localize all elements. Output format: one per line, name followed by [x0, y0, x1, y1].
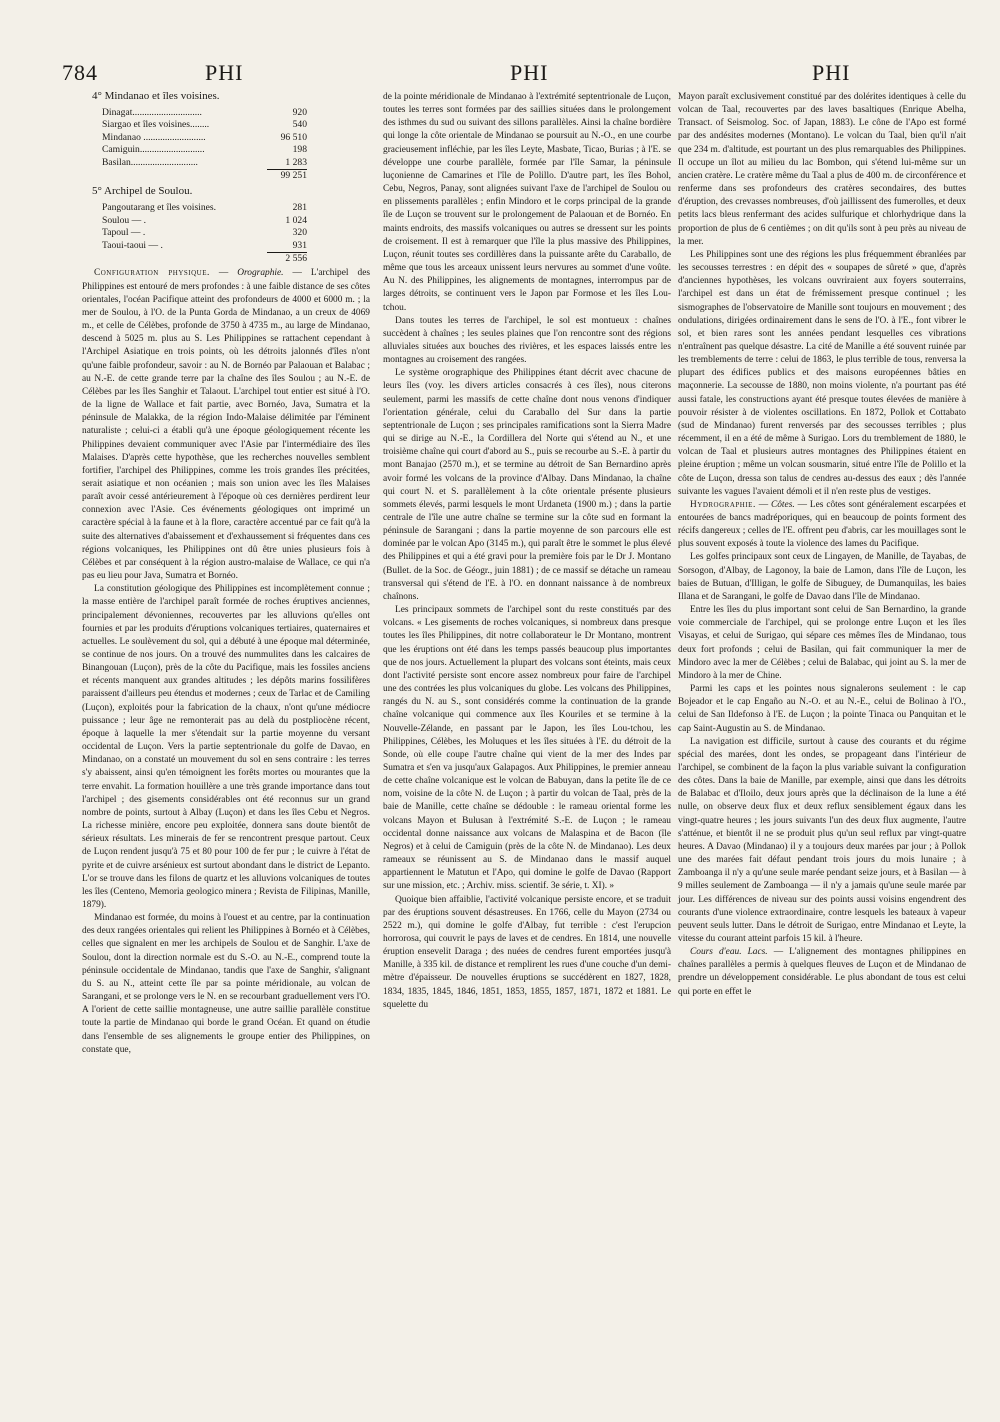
- running-head-right: PHI: [812, 60, 851, 85]
- section-soulou-title: 5° Archipel de Soulou.: [92, 185, 193, 198]
- navigation-paragraph: La navigation est difficile, surtout à cause des courants et du régime spécial des marées, dont les ondes, se propageant dans l'intérieur de l'archipel, se combinent de la façon la plus variable suivant la configuration des côtes. Dans la baie de Manille, par exemple, ainsi que dans les détroits de Balabac et d'Iloilo, deux jours après que la déclinaison de la lune a été nulle, on observe deux flux et deux reflux sensiblement égaux dans les vingt-quatre heures ; les jours suivants l'un des deux flux augmente, l'autre s'atténue, et bientôt il ne se produit plus qu'un seul reflux par vingt-quatre heures. A Davao (Mindanao) il y a toujours deux marées par jour ; à Pollok une des marées fait défaut pendant trois jours du mois lunaire ; à Zamboanga il n'y a qu'une seule marée pendant seize jours, et à Basilan — à 9 milles seulement de Zamboanga — il n'y a jamais qu'une seule marée par jour. Les différences de niveau sur des points aussi voisins engendrent des courants d'une violence extraordinaire, contre lesquels les bateaux à vapeur peuvent seuls lutter. Dans le détroit de Surigao, entre Mindanao et Leyte, la vitesse du courant atteint parfois 15 kil. à l'heure.: [678, 736, 966, 944]
- island-area: 920: [292, 107, 307, 118]
- island-area: 1 024: [285, 214, 307, 226]
- mayon-paragraph: Mayon paraît exclusivement constitué par des dolérites identiques à celle du volcan de Taal, recouvertes par des laves basaltiques (Enrique Abelha, Transact. of Seismolog. Soc. of Japan, 1883). Le cône de l'Apo est formé par des andésites modernes (Montano). Le volcan du Taal, bien qu'il n'ait que 234 m. d'altitude, est pourtant un des plus remarquables des Philippines. Il occupe un îlot au milieu du lac Bombon, qui s'étend lui-même sur un ancien cratère. Le cratère même du Taal a plus de 400 m. de circonférence et renferme dans ses profondeurs des cratères secondaires, des buttes d'éruption, des crevasses nombreuses, d'où jaillissent des fumerolles, et deux petits lacs bleus renfermant des acides sulfurique et chlorhydrique dans la proportion de plus de 6 centièmes ; on dit qu'ils sont à peu près au niveau de la mer.: [678, 92, 966, 247]
- geology-paragraph: La constitution géologique des Philippines est incomplètement connue ; la masse entière de l'archipel paraît formée de roches éruptives anciennes, principalement dévoniennes, recouvertes par les alluvions qu'elles ont fournies et par les produits d'éruptions volcaniques tertiaires, quaternaires et actuelles. Le soulèvement du sol, qui a débuté à une époque mal déterminée, se continue de nos jours. On a trouvé des nummulites dans les calcaires de Binangouan (Luçon), près de la côte du Pacifique, mais les fossiles anciens et récents manquent aux grandes altitudes ; les dépôts marins fossilifères paraissent d'ailleurs peu étendus et modernes ; ceux de Tarlac et de Camiling (Luçon), exploités pour la fabrication de la chaux, n'ont qu'une médiocre puissance ; leur âge ne remonterait pas au delà du postpliocène récent, époque à laquelle la mer s'étendait sur la partie moyenne du versant occidental de Luçon. Vers la partie septentrionale du golfe de Davao, en Mindanao, on a constaté un mouvement du sol en sens contraire : les terres s'y abaissent, ainsi qu'en témoignent les forêts mortes ou mourantes que la terre envahit. La formation houillère a une très grande importance dans tout l'archipel ; des gisements considérables ont été reconnus sur un grand nombre de points, surtout à Albay (Luçon) et dans les îles Cebu et Negros. La richesse minière, encore peu exploitée, donnera sans doute bientôt de sérieux résultats. Les minerais de fer se rencontrent presque partout. Ceux de Luçon rendent jusqu'à 75 et 80 pour 100 de fer pur ; le cuivre à l'état de pyrite et de cuivre arsénieux est surtout abondant dans le district de Lepanto. L'or se trouve dans les filons de quartz et les alluvions volcaniques de toutes les îles (Centeno, Memoria geologico minera ; Revista de Filipinas, Manille, 1879).: [82, 584, 370, 910]
- straits-paragraph: Entre les îles du plus important sont celui de San Bernardino, la grande voie commerciale de l'archipel, qui se prolonge entre Luçon et les îles Visayas, et celui de Surigao, qui sépare ces mêmes îles de Mindanao, tous deux fort profonds ; celui de Basilan, qui fait communiquer la mer de Mindoro avec la mer de Célèbes ; celui de Balabac, qui joint au S. la mer de Mindoro à la mer de Chine.: [678, 605, 966, 681]
- volcanoes-paragraph: Les principaux sommets de l'archipel sont du reste constitués par des volcans. « Les gisements de roches volcaniques, si nombreux dans presque toutes les îles Philippines, dit notre collaborateur le Dr Montano, montrent que les éruptions ont été dans les temps passés beaucoup plus importantes que de nos jours. Actuellement la plupart des volcans sont éteints, mais ceux dont l'activité persiste sont encore assez nombreux pour faire de l'archipel une des contrées les plus volcaniques du globe. Les volcans des Philippines, rangés du N. au S., sont considérés comme la continuation de la grande chaîne volcanique qui commence aux îles Kouriles et se termine à la Nouvelle-Zélande, en passant par le Japon, les îles Lou-tchou, les Philippines, Célèbes, les Moluques et les îles situées à l'E. du détroit de la Sonde, où elle coupe l'autre chaîne qui vient de la mer des Indes par Sumatra et s'en va jusqu'aux Galapagos. Aux Philippines, le premier anneau de cette chaîne volcanique est le volcan de Babuyan, dans la petite île de ce nom, voisine de la côte N. de Luçon ; à partir du volcan de Taal, près de la baie de Manille, cette chaîne se dédouble : le rameau oriental forme les volcans Mayon et Bulusan à l'extrémité S.-E. de Luçon ; le rameau occidental donne naissance aux volcans de Malaspina et de Bacon (île Negros) et à celui de Camiguin (près de la côte N. de Mindanao). Les deux rameaux se réunissent au S. de Mindanao dans le massif auquel appartiennent le Matutun et l'Apo, qui domine le golfe de Davao (Rapport sur une mission, etc. ; Archiv. miss. scientif. 3e série, t. XI). »: [383, 605, 671, 892]
- total-value: 2 556: [267, 253, 307, 266]
- island-name: Taoui-taoui — .: [102, 239, 163, 251]
- table-row: [102, 227, 307, 239]
- column-2: [383, 91, 671, 1012]
- soulou-table: [102, 202, 307, 265]
- island-name: Basilan............................: [102, 156, 198, 168]
- hydrography-paragraph: Hydrographie. — Côtes. — Les côtes sont généralement escarpées et entourées de bancs madréporiques, qui en beaucoup de points forment des récifs dangereux ; celles de l'E. offrent peu d'abris, car les mouillages sont le plus souvent exposés à toute la violence des lames du Pacifique.: [678, 499, 966, 550]
- total-spacer: [102, 253, 267, 266]
- island-area: 96 510: [280, 131, 307, 143]
- island-area: 540: [292, 119, 307, 131]
- total-row: [102, 253, 307, 266]
- cotes-heading: Côtes.: [770, 499, 795, 510]
- table-row: [102, 119, 307, 131]
- orographie-paragraph: [82, 267, 370, 583]
- heading-dash: —: [209, 268, 238, 279]
- island-name: Mindanao ..........................: [102, 131, 206, 143]
- table-row: [102, 240, 307, 253]
- mindanao-paragraph: Mindanao est formée, du moins à l'ouest et au centre, par la continuation des deux rangées orientales qui relient les Philippines à Bornéo et à Célèbes, celles que signalent en mer les archipels de Soulou et de Sanghir. L'axe de Soulou, dont la direction normale est du S.-O. au N.-E., comprend toute la péninsule occidentale de Mindanao, tandis que l'axe de Sanghir, s'alignant du S. au N., atteint cette île par sa pointe méridionale, au volcan de Sarangani, et se prolonge vers le N. en se recourbant graduellement vers l'O. A l'orient de cette saillie montagneuse, une autre saillie parallèle constitue toute la partie de Mindanao qui borde le grand Océan. Et quand on étudie dans l'ensemble de ses alignements le groupe entier des Philippines, on constate que,: [82, 913, 370, 1055]
- alignments-paragraph: de la pointe méridionale de Mindanao à l'extrémité septentrionale de Luçon, toutes les terres sont formées par des saillies situées dans le prolongement des isthmes du sud ou suivant des sillons parallèles. Ainsi la chaîne bordière qui longe la côte orientale de Mindanao se poursuit au N.-O., en une courbe gracieusement infléchie, par les îles Leyte, Masbate, Ticao, Burias ; à l'E. se développe une courbe parallèle, formée par l'île Samar, la péninsule luçonienne de Camarines et l'île de Polillo. D'autre part, les îles Bohol, Cebu, Negros, Panay, sont alignées suivant l'axe de l'archipel de Soulou ou en plissements parallèles ; enfin Mindoro et le corps principal de la grande île de Luçon se trouvent sur le prolongement de Palaouan et de Bornéo. En maints endroits, des massifs volcaniques ou autres se dressent sur les points de croisement. Il est à remarquer que l'île la plus massive des Philippines, Luçon, réunit toutes ses cordillères dans la puissante arête du Caraballo, de même que tous les arceaux unissent leurs nervures au sommet d'une voûte. Au N. des Philippines, les alignements de montagnes, interrompus par de larges détroits, se continuent vers le Japon par Formose et les îles Lou-tchou.: [383, 92, 671, 313]
- gulfs-paragraph: Les golfes principaux sont ceux de Lingayen, de Manille, de Tayabas, de Sorsogon, d'Albay, de Lagonoy, la baie de Lamon, dans l'île de Luçon, les baies de Butuan, d'Illigan, le golfe de Sibuguey, de Dumanquilas, les baies Illana et de Sarangani, le golfe de Davao dans l'île de Mindanao.: [678, 552, 966, 602]
- section-mindanao-title: 4° Mindanao et îles voisines.: [92, 90, 220, 102]
- hydrography-heading: Hydrographie.: [690, 499, 756, 510]
- eruptions-paragraph: Quoique bien affaiblie, l'activité volcanique persiste encore, et se traduit par des éruptions souvent désastreuses. En 1766, celle du Mayon (2734 ou 2522 m.), qui domine le golfe d'Albay, fut terrible : c'est l'erupcion horrorosa, qui couvrit le pays de laves et de cendres. En 1814, une nouvelle éruption ensevelit Daraga ; des nuées de cendres furent emportées jusqu'à Manille, à 335 kil. de distance et remplirent les rues d'une couche d'un demi-mètre d'épaisseur. De nouvelles éruptions se succédèrent en 1827, 1828, 1834, 1835, 1845, 1846, 1851, 1853, 1855, 1857, 1871, 1872 et 1881. Le squelette du: [383, 894, 671, 1010]
- island-name: Soulou — .: [102, 214, 146, 226]
- relief-paragraph: Dans toutes les terres de l'archipel, le sol est montueux : chaînes succèdent à chaînes ; les seules plaines que l'on rencontre sont des régions alluviales situées aux bouches des rivières, et les espaces laissés entre les montagnes au croisement des rangées.: [383, 315, 671, 366]
- island-name: Camiguin...........................: [102, 144, 205, 156]
- island-name: Pangoutarang et îles voisines.: [102, 202, 217, 214]
- configuration-heading: Configuration physique.: [94, 268, 210, 279]
- total-value: 99 251: [267, 170, 307, 183]
- capes-paragraph: Parmi les caps et les pointes nous signalerons seulement : le cap Bojeador et le cap Engaño au N.-O. et au N.-E., celui de Bolinao à l'O., celui de San Ildefonso à l'E. de Luçon ; la pointe Tinaca ou Panquitan et le cap Saint-Augustin au S. de Mindanao.: [678, 684, 966, 734]
- page-number: 784: [62, 60, 98, 85]
- mindanao-table: [102, 107, 307, 182]
- table-row: [102, 107, 307, 119]
- rivers-paragraph: [678, 946, 966, 999]
- column-3: [678, 91, 966, 999]
- island-name: Siargao et îles voisines........: [102, 119, 210, 131]
- orographic-system-paragraph: Le système orographique des Philippines étant décrit avec chacune de leurs îles (voy. les divers articles consacrés à ces îles), nous citerons seulement, parmi les massifs de cette chaîne dont nous venons d'indiquer l'orientation générale, celui du Caraballo del Sur dans la partie septentrionale de Luçon ; ses principales ramifications sont la Sierra Madre qui se dirige au N.-E., la Cordillera del Norte qui s'étend au N., et une troisième chaîne qui court d'abord au S., puis se recourbe au S.-E. à partir du mont Banajao (2570 m.), et se termine au détroit de San Bernardino après avoir formé les volcans de la province d'Albay. Dans Mindanao, la chaîne qui court N. et S. parallèlement à la côte orientale présente plusieurs sommets élevés, parmi lesquels le mont Urdaneta (1900 m.) ; dans la partie centrale de l'île une autre chaîne se termine sur la côte sud en formant la péninsule de Sarangani ; dans la partie moyenne de son parcours elle est dominée par le volcan Apo (3145 m.), qui paraît être le sommet le plus élevé des Philippines et qui a été gravi pour la première fois par le Dr J. Montano (Bullet. de la Soc. de Géogr., juin 1881) ; de ce massif se détache un rameau transversal qui s'étend de l'E. à l'O. en donnant naissance à de nombreux chaînons.: [383, 368, 671, 602]
- table-row: [102, 157, 307, 170]
- earthquakes-paragraph: Les Philippines sont une des régions les plus fréquemment ébranlées par les secousses terrestres : en dépit des « soupapes de sûreté » que, d'après d'anciennes hypothèses, les volcans ouvriraient aux foyers souterrains, l'archipel est dans un état de frémissement presque continuel ; les sismographes de l'observatoire de Manille sont toujours en mouvement ; des ondulations, dirigées ordinairement dans le sens de l'O. à l'E., font vibrer le sol, et bien rares sont les années pendant lesquelles ces vibrations n'entraînent pas quelque désastre. La cité de Manille a été souvent ruinée par les tremblements de terre : celui de 1863, le plus terrible de tous, renversa la plupart des édifices publics et des maisons européennes bâties en maçonnerie. La secousse de 1880, non moins violente, n'a pourtant pas été aussi fatale, les constructions ayant été presque toutes élevées de manière à pouvoir résister à de violentes oscillations. En 1872, Pollok et Cottabato (sud de Mindanao) furent renversés par des secousses terribles ; plus récemment, il en a été de même à Surigao. Lors du tremblement de 1880, le volcan de Taal et plusieurs autres montagnes des Philippines étaient en pleine éruption ; même un volcan sousmarin, situé entre l'île de Polillo et la côte de Luçon, dressa son talus de cendres au-dessus des eaux ; dès l'année suivante les vagues l'avaient démoli et il n'en reste plus de vestiges.: [678, 249, 966, 497]
- table-row: [102, 215, 307, 227]
- island-area: 281: [292, 202, 307, 214]
- column-1: [82, 89, 370, 1057]
- hydrography-text: — Les côtes sont généralement escarpées et entourées de bancs madréporiques, qui en beaucoup de points forment des récifs dangereux ; celles de l'E. offrent peu d'abris, car les mouillages sont le plus souvent exposés à toute la violence des lames du Pacifique.: [678, 499, 966, 550]
- total-spacer: [102, 170, 267, 183]
- orographie-text: — L'archipel des Philippines est entouré de mers profondes : à une faible distance de ses côtes orientales, l'océan Pacifique atteint des profondeurs de 4000 et 6000 m. ; la mer de Soulou, à l'O. de la Punta Gorda de Mindanao, a un creux de 4069 m., et celle de Célèbes, profonde de 3750 à 4735 m., au large de Mindanao, descend à 5025 m. plus au S. Les Philippines se rattachent cependant à l'Archipel Asiatique en trois points, où les détroits jalonnés d'îles n'ont qu'une faible profondeur, savoir : au N. de Bornéo par Palaouan et Balabac ; au N.-E. de cette grande terre par la chaîne des îles Soulou ; au N.-E. de Célèbes par les îles Sanghir et Talaout. L'archipel tout entier est situé à l'O. de la ligne de Wallace et fait partie, avec Bornéo, Java, Sumatra et la péninsule de Malakka, de la région Indo-Malaise délimitée par l'éminent naturaliste ; celui-ci a établi qu'à une époque géologiquement récente les Philippines devaient communiquer avec l'Asie par l'intermédiaire des îles Malaises. D'après cette hypothèse, que les recherches nouvelles semblent fortifier, l'archipel des Philippines, comme les trois grandes îles précitées, serait asiatique et non océanien ; mais son union avec les îles Malaises paraît avoir cessé antérieurement à l'époque où ces dernières perdirent leur connexion avec l'Asie. Ces événements géologiques ont imprimé un caractère spécial à la faune et à la flore, caractère accentué par ce fait qu'à la suite des alternatives d'abaissement et d'exhaussement si fréquentes dans ces régions volcaniques, les Philippines ont dû être unies plusieurs fois à Célèbes et par conséquent à la région austro-malaise de Wallace, ce qui n'a pas eu lieu pour Java, Sumatra et Bornéo.: [82, 268, 371, 582]
- rivers-text: — L'alignement des montagnes philippines en chaînes parallèles a permis à quelques fleuves de Luçon et de Mindanao de prendre un développement considérable. Le plus abondant de tous est celui qui porte en effet le: [678, 947, 966, 997]
- island-area: 931: [292, 239, 307, 251]
- table-row: [102, 132, 307, 144]
- island-name: Tapoul — .: [102, 227, 146, 239]
- island-area: 1 283: [285, 156, 307, 168]
- island-area: 198: [292, 144, 307, 156]
- orographie-heading: Orographie.: [237, 268, 284, 279]
- running-head-center: PHI: [510, 60, 549, 85]
- island-name: Dinagat.............................: [102, 107, 202, 118]
- table-row: [102, 144, 307, 156]
- island-area: 320: [292, 227, 307, 239]
- rivers-heading: Cours d'eau. Lacs.: [690, 947, 768, 958]
- running-head-left: PHI: [205, 60, 244, 85]
- table-row: [102, 202, 307, 214]
- total-row: [102, 170, 307, 183]
